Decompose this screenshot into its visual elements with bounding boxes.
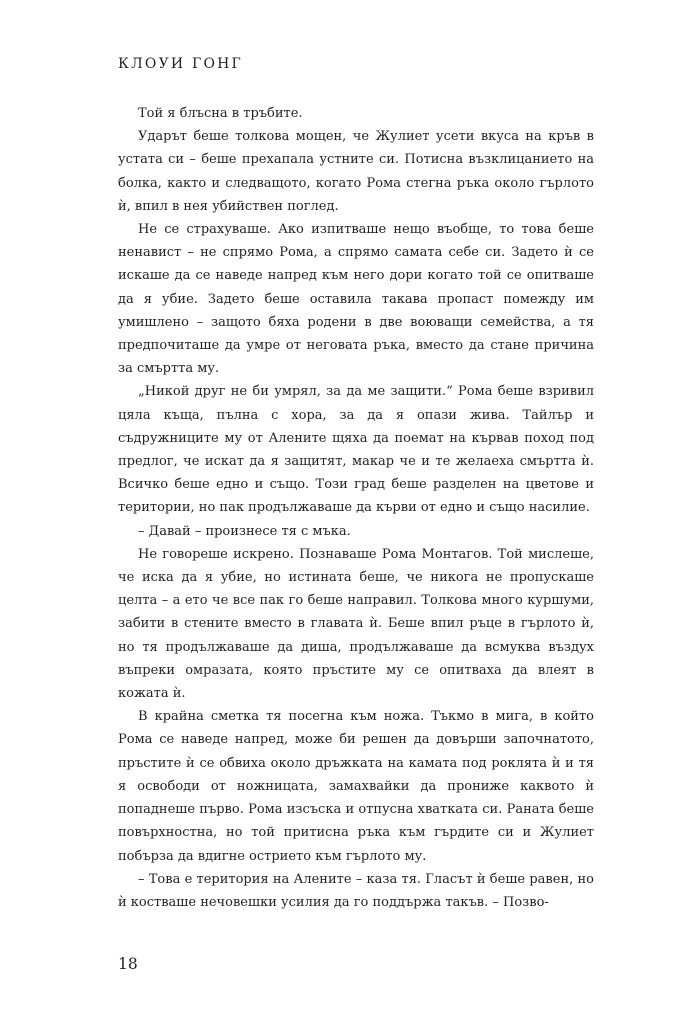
paragraph: Не говореше искрено. Познаваше Рома Монтагов. Той мислеше, че иска да я убие, но истината беше, че никога не пропускаше целта – а ето че все пак го беше направил. Толкова много куршуми, забити в стените вместо в главата ѝ. Беше впил ръце в гърлото ѝ, но тя продължаваше да диша, продължаваше да всмуква въздух въпреки омразата, която пръстите му се опитваха да влеят в кожата ѝ. — [118, 546, 594, 702]
paragraph: Ударът беше толкова мощен, че Жулиет усети вкуса на кръв в устата си – беше прехапала устните си. Потисна възклицанието на болка, както и следващото, когато Рома стегна ръка около гърлото ѝ, впил в нея убийствен поглед. — [118, 129, 594, 214]
paragraph: „Никой друг не би умрял, за да ме защити.“ Рома беше взривил цяла къща, пълна с хора, за да я опази жива. Тайлър и съдружниците му от Алените щяха да поемат на кървав поход под предлог, че искат да я защитят, макар че и те желаеха смъртта ѝ. Всичко беше едно и също. Този град беше разделен на цветове и територии, но пак продължаваше да кърви от едно и също насилие. — [118, 384, 594, 516]
paragraph: Той я блъсна в тръбите. — [138, 106, 303, 121]
paragraph: Не се страхуваше. Ако изпитваше нещо въобще, то това беше ненавист – не спрямо Рома, а спрямо самата себе си. Задето ѝ се искаше да се наведе напред към него дори когато той се опитваше да я убие. Задето беше оставила такава пропаст помежду им умишлено – защото бяха родени в две воюващи семейства, а тя предпочиташе да умре от неговата ръка, вместо да стане причина за смъртта му. — [118, 222, 594, 377]
running-head: КЛОУИ ГОНГ — [118, 56, 243, 72]
page-number: 18 — [118, 955, 138, 973]
paragraph: – Това е територия на Алените – каза тя. Гласът ѝ беше равен, но ѝ костваше нечовешки усилия да го поддържа такъв. – Позво- — [118, 871, 594, 910]
body-text — [118, 102, 594, 914]
paragraph: В крайна сметка тя посегна към ножа. Тъкмо в мига, в който Рома се наведе напред, може би решен да довърши започнатото, пръстите ѝ се обвиха около дръжката на камата под роклята ѝ и тя я освободи от ножницата, замахвайки да прониже каквото ѝ попаднеше първо. Рома изсъска и отпусна хватката си. Раната беше повърхностна, но той притисна ръка към гърдите си и Жулиет побърза да вдигне острието към гърлото му. — [118, 709, 594, 864]
paragraph: – Давай – произнесе тя с мъка. — [138, 523, 351, 539]
